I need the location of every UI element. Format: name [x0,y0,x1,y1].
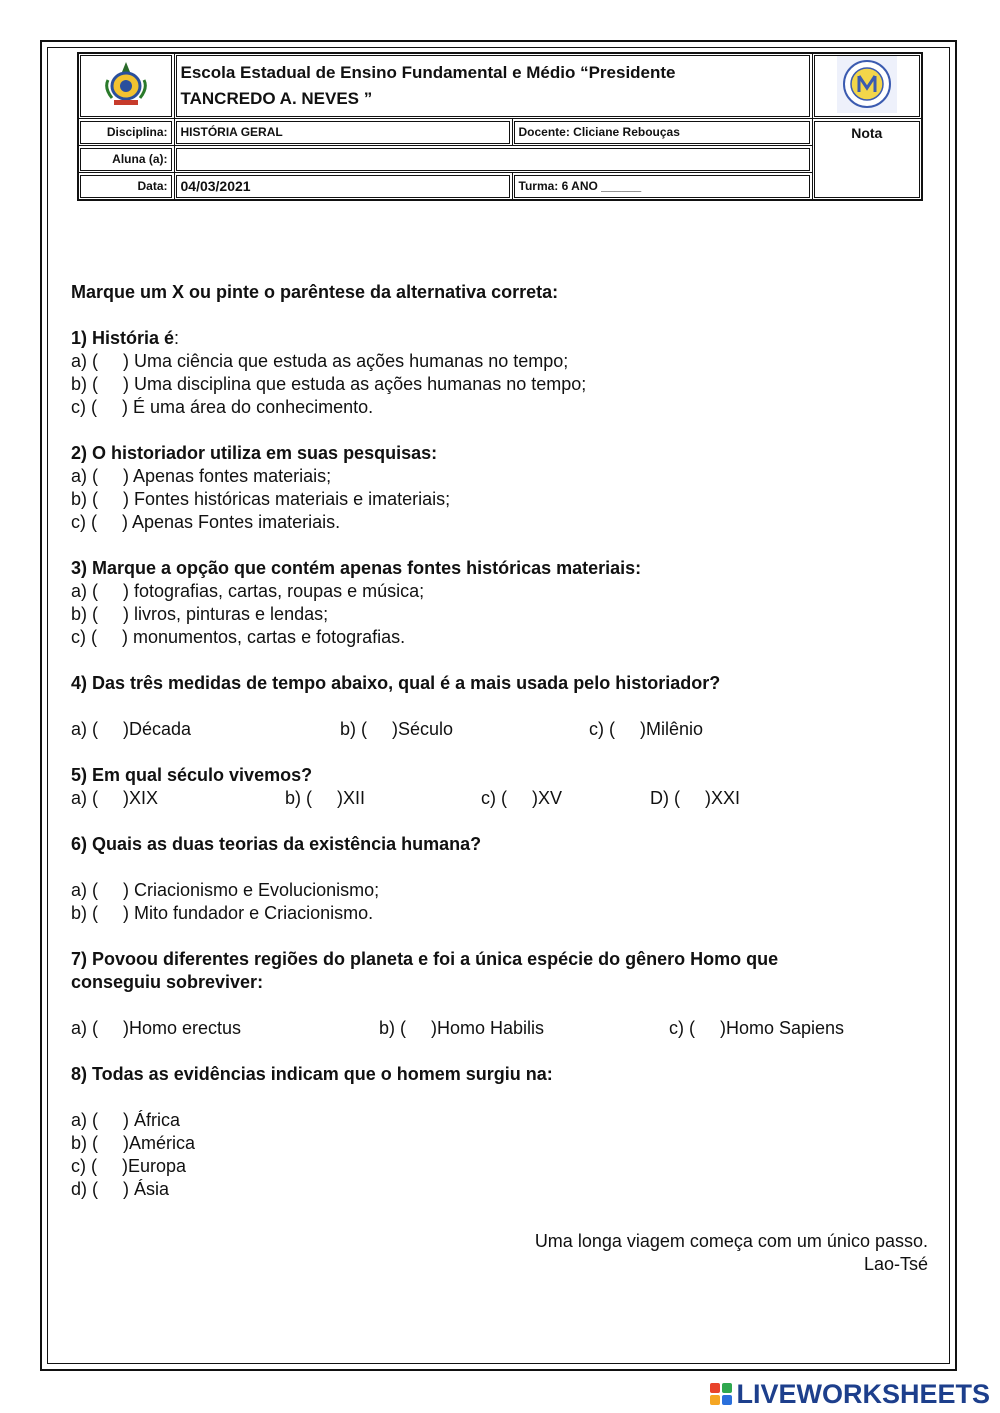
school-name-line2: TANCREDO A. NEVES ” [180,89,373,108]
q5-options-row [71,787,951,810]
question-1-title: 1) História é [71,328,175,348]
quote-text: Uma longa viagem começa com um único passo. [534,1231,928,1251]
logo-block-3 [710,1395,720,1405]
aluna-field[interactable] [174,146,812,173]
question-2-title: 2) O historiador utiliza em suas pesquisas: [71,443,438,463]
q8-option-b[interactable]: b) ( )América [71,1133,196,1153]
q1-option-c[interactable]: c) ( ) É uma área do conhecimento. [71,397,374,417]
q4-option-c[interactable]: c) ( )Milênio [589,719,704,739]
q7-option-b[interactable]: b) ( )Homo Habilis [379,1018,545,1038]
q4-options-row [71,718,951,741]
turma-value: Turma: 6 ANO ______ [512,173,812,200]
data-value: 04/03/2021 [174,173,512,200]
q2-option-c[interactable]: c) ( ) Apenas Fontes imateriais. [71,512,341,532]
school-name-cell [174,53,812,119]
quote-author: Lao-Tsé [863,1254,928,1274]
instruction-text: Marque um X ou pinte o parêntese da alternativa correta: [71,282,559,302]
state-emblem-cell [78,53,174,119]
docente-value: Docente: Cliciane Rebouças [512,119,812,146]
school-logo-icon [837,55,897,113]
q1-option-a[interactable]: a) ( ) Uma ciência que estuda as ações humanas no tempo; [71,351,569,371]
logo-block-4 [722,1395,732,1405]
q6-option-b[interactable]: b) ( ) Mito fundador e Criacionismo. [71,903,374,923]
q8-option-c[interactable]: c) ( )Europa [71,1156,187,1176]
disciplina-label: Disciplina: [78,119,174,146]
nota-label: Nota [812,119,922,200]
question-4-title: 4) Das três medidas de tempo abaixo, qual é a mais usada pelo historiador? [71,673,721,693]
liveworksheets-text: LIVEWORKSHEETS [736,1378,990,1409]
question-1-title-suffix: : [174,328,180,348]
quote-block [535,1230,928,1276]
question-7-title-line1: 7) Povoou diferentes regiões do planeta e foi a única espécie do gênero Homo que [71,949,779,969]
question-5-title: 5) Em qual século vivemos? [71,765,313,785]
q4-option-a[interactable]: a) ( )Década [71,719,192,739]
aluna-label: Aluna (a): [78,146,174,173]
header-table [77,52,923,201]
logo-block-2 [722,1383,732,1393]
question-3-title: 3) Marque a opção que contém apenas fontes históricas materiais: [71,558,642,578]
q6-option-a[interactable]: a) ( ) Criacionismo e Evolucionismo; [71,880,380,900]
q5-option-b[interactable]: b) ( )XII [285,788,366,808]
question-8-title: 8) Todas as evidências indicam que o homem surgiu na: [71,1064,553,1084]
q7-option-c[interactable]: c) ( )Homo Sapiens [669,1018,845,1038]
q5-option-a[interactable]: a) ( )XIX [71,788,159,808]
school-name-line1: Escola Estadual de Ensino Fundamental e Médio “Presidente [180,63,676,82]
logo-block-1 [710,1383,720,1393]
worksheet-content [71,281,951,1201]
liveworksheets-watermark [710,1378,990,1410]
school-logo-cell [812,53,922,119]
q4-option-b[interactable]: b) ( )Século [340,719,454,739]
state-emblem-icon [100,58,152,110]
q8-option-d[interactable]: d) ( ) Ásia [71,1179,170,1199]
question-1 [71,327,951,350]
data-label: Data: [78,173,174,200]
liveworksheets-logo-icon [710,1383,732,1405]
q2-option-b[interactable]: b) ( ) Fontes históricas materiais e imateriais; [71,489,451,509]
q8-option-a[interactable]: a) ( ) África [71,1110,181,1130]
q3-option-c[interactable]: c) ( ) monumentos, cartas e fotografias. [71,627,406,647]
q7-options-row [71,1017,951,1040]
q5-option-d[interactable]: D) ( )XXI [650,788,740,808]
q7-option-a[interactable]: a) ( )Homo erectus [71,1018,242,1038]
q1-option-b[interactable]: b) ( ) Uma disciplina que estuda as ações humanas no tempo; [71,374,587,394]
q5-option-c[interactable]: c) ( )XV [481,788,562,808]
q2-option-a[interactable]: a) ( ) Apenas fontes materiais; [71,466,332,486]
disciplina-value: HISTÓRIA GERAL [174,119,512,146]
question-6-title: 6) Quais as duas teorias da existência humana? [71,834,482,854]
question-7-title-line2: conseguiu sobreviver: [71,972,264,992]
q3-option-a[interactable]: a) ( ) fotografias, cartas, roupas e música; [71,581,425,601]
q3-option-b[interactable]: b) ( ) livros, pinturas e lendas; [71,604,329,624]
